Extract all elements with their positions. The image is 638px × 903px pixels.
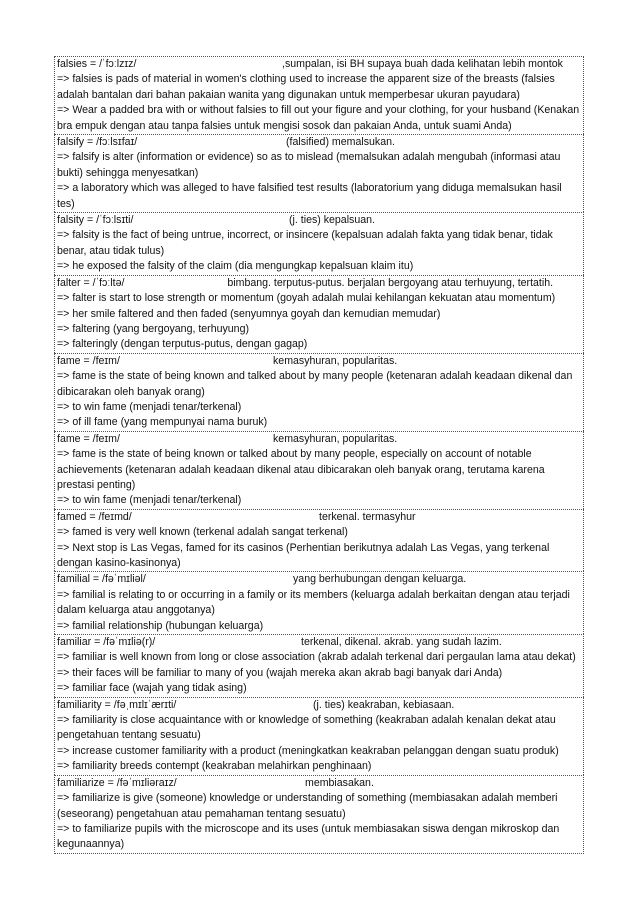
- entry-gloss: terkenal. termasyhur: [319, 510, 416, 523]
- entry-definition-line: => falsies is pads of material in women's clothing used to increase the apparent size of the breasts (falsies adalah bantalan dari bahan pakaian wanita yang digunakan untuk memperbesar ukuran payudara): [57, 73, 555, 101]
- entry-definition-line: => of ill fame (yang mempunyai nama buruk): [57, 416, 268, 429]
- entry-definition-line: => famed is very well known (terkenal adalah sangat terkenal): [57, 526, 348, 539]
- entry-headword: familiarity = /fəˌmɪlɪˈærɪti/: [57, 698, 177, 711]
- dictionary-entry: [54, 634, 584, 697]
- entry-definition-line: => a laboratory which was alleged to have falsified test results (laboratorium yang diduga memalsukan hasil tes): [57, 182, 562, 210]
- entry-definition-line: => familial relationship (hubungan keluarga): [57, 619, 264, 632]
- entry-gloss: bimbang. terputus-putus. berjalan bergoyang atau terhuyung, tertatih.: [227, 276, 554, 289]
- entry-definition-line: => fame is the state of being known or talked about by many people, especially on account of notable achievements (ketenaran adalah keadaan dikenal atau dibicarakan oleh banyak orang, terutama karena prestasi penting): [57, 448, 545, 491]
- entry-headword: familiarize = /fəˈmɪliəraɪz/: [57, 776, 177, 789]
- dictionary-page: [54, 56, 584, 854]
- entry-gloss: (j. ties) keakraban, kebiasaan.: [313, 698, 455, 711]
- entry-definition-line: => to familiarize pupils with the microscope and its uses (untuk membiasakan siswa dengan mikroskop dan kegunaannya): [57, 822, 560, 851]
- entry-gloss: membiasakan.: [305, 776, 374, 789]
- entry-definition-line: => he exposed the falsity of the claim (dia mengungkap kepalsuan klaim itu): [57, 260, 414, 273]
- entry-definition-line: => familiarity is close acquaintance with or knowledge of something (keakraban adalah kenalan dekat atau pengetahuan tentang sesuatu): [57, 714, 556, 742]
- dictionary-entry: [54, 212, 584, 275]
- entry-gloss: (j. ties) kepalsuan.: [289, 214, 375, 227]
- dictionary-entry: [54, 697, 584, 775]
- entry-headword-line: [57, 57, 581, 72]
- entry-gloss: kemasyhuran, popularitas.: [273, 432, 398, 445]
- entry-definition-line: => fame is the state of being known and talked about by many people (ketenaran adalah keadaan dikenal dan dibicarakan oleh banyak orang): [57, 370, 573, 398]
- entry-gloss: (falsified) memalsukan.: [286, 136, 395, 149]
- entry-headword-line: [57, 572, 581, 587]
- entry-headword-line: [57, 776, 581, 791]
- entry-definition-line: => familiarity breeds contempt (keakraban melahirkan penghinaan): [57, 760, 372, 773]
- dictionary-entry: [54, 353, 584, 431]
- entry-definition-line: => familiar face (wajah yang tidak asing): [57, 682, 247, 695]
- entry-definition-line: => her smile faltered and then faded (senyumnya goyah dan kemudian memudar): [57, 307, 441, 320]
- dictionary-entry: [54, 571, 584, 634]
- entry-definition-line: => falsity is the fact of being untrue, incorrect, or insincere (kepalsuan adalah fakta yang tidak benar, tidak benar, atau tidak tulus): [57, 229, 553, 257]
- entry-definition-line: => faltering (yang bergoyang, terhuyung): [57, 322, 249, 335]
- entry-headword-line: [57, 276, 581, 291]
- entry-definition-line: => familial is relating to or occurring in a family or its members (keluarga adalah berkaitan dengan atau terjadi dalam keluarga atau anggotanya): [57, 588, 570, 617]
- dictionary-entry: [54, 134, 584, 212]
- entry-headword: fame = /feɪm/: [57, 432, 120, 445]
- entry-headword-line: [57, 698, 581, 713]
- entry-headword: familial = /fəˈmɪliəl/: [57, 573, 146, 586]
- entry-gloss: kemasyhuran, popularitas.: [273, 354, 398, 367]
- entry-definition-line: => familiar is well known from long or close association (akrab adalah terkenal dari pergaulan lama atau dekat): [57, 651, 576, 664]
- entry-headword: fame = /feɪm/: [57, 354, 120, 367]
- entry-headword-line: [57, 432, 581, 447]
- entry-definition-line: => to win fame (menjadi tenar/terkenal): [57, 494, 242, 507]
- entry-gloss: yang berhubungan dengan keluarga.: [293, 573, 467, 586]
- dictionary-entry: [54, 775, 584, 854]
- entry-headword-line: [57, 635, 581, 650]
- dictionary-entry: [54, 56, 584, 134]
- entry-headword: famed = /feɪmd/: [57, 510, 132, 523]
- entry-definition-line: => familiarize is give (someone) knowledge or understanding of something (membiasakan adalah memberi (seseorang) pengetahuan atau pemahaman tentang sesuatu): [57, 792, 558, 820]
- entry-headword-line: [57, 354, 581, 369]
- entry-definition-line: => to win fame (menjadi tenar/terkenal): [57, 400, 242, 413]
- entry-headword: falter = /ˈfɔːltə/: [57, 276, 125, 289]
- dictionary-entry: [54, 431, 584, 509]
- entry-definition-line: => Next stop is Las Vegas, famed for its casinos (Perhentian berikutnya adalah Las Vegas, yang terkenal dengan kasino-kasinonya): [57, 541, 550, 569]
- dictionary-entry: [54, 275, 584, 353]
- entry-definition-line: => falsify is alter (information or evidence) so as to mislead (memalsukan adalah mengubah (informasi atau bukti) sehingga menyesatkan): [57, 151, 561, 179]
- entry-definition-line: => falter is start to lose strength or momentum (goyah adalah mulai kehilangan kekuatan atau momentum): [57, 292, 556, 305]
- entry-headword-line: [57, 213, 581, 228]
- entry-definition-line: => falteringly (dengan terputus-putus, dengan gagap): [57, 338, 308, 351]
- entry-headword: familiar = /fəˈmɪliə(r)/: [57, 636, 156, 649]
- entry-headword: falsity = /ˈfɔːlsɪti/: [57, 214, 134, 227]
- entry-headword: falsies = /ˈfɔːlzɪz/: [57, 58, 137, 70]
- entry-definition-line: => Wear a padded bra with or without falsies to fill out your figure and your clothing, for your husband (Kenakan bra empuk dengan atau tanpa falsies untuk mengisi sosok dan pakaian Anda, untuk suami Anda): [57, 104, 580, 132]
- entry-gloss: terkenal, dikenal. akrab. yang sudah lazim.: [301, 636, 502, 649]
- entry-gloss: ,sumpalan, isi BH supaya buah dada kelihatan lebih montok: [282, 58, 563, 70]
- dictionary-entry: [54, 509, 584, 572]
- entry-definition-line: => their faces will be familiar to many of you (wajah mereka akan akrab bagi banyak dari Anda): [57, 666, 503, 679]
- entry-definition-line: => increase customer familiarity with a product (meningkatkan keakraban pelanggan dengan suatu produk): [57, 744, 559, 757]
- entry-headword-line: [57, 135, 581, 150]
- entry-headword-line: [57, 510, 581, 525]
- entry-headword: falsify = /fɔːlsɪfaɪ/: [57, 136, 138, 149]
